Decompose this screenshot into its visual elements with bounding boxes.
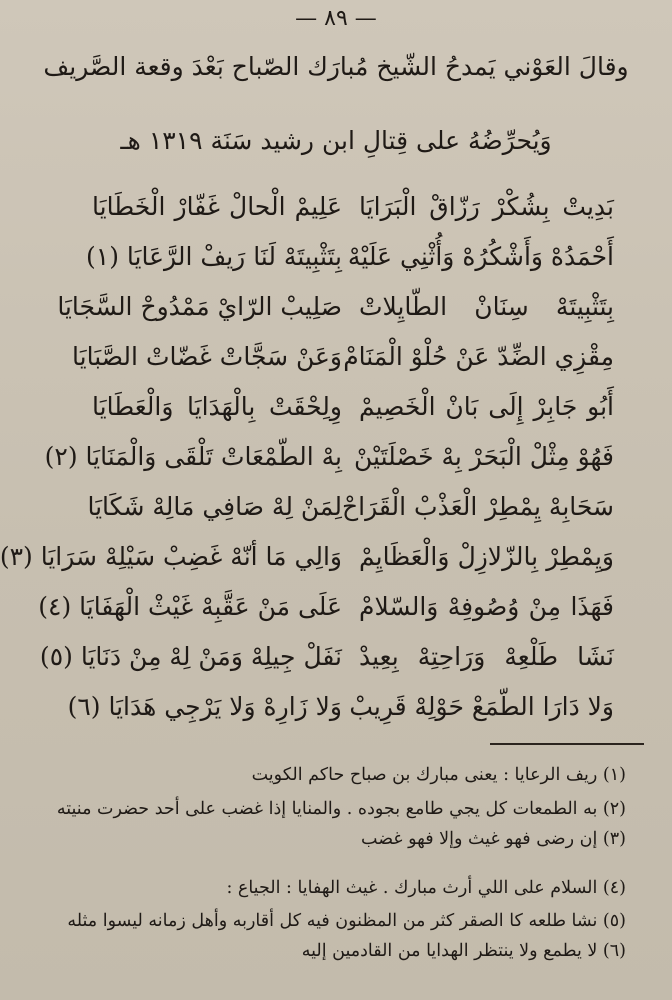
- verse-first-hemistich: أَحْمَدُهْ وَأَشْكُرُهْ وَأُثْنِي عَلَيْهْ: [347, 242, 614, 271]
- verse-second-hemistich: نَفَلْ جِيلِهْ وَمَنْ لِهْ مِنْ دَنَايَا (٥): [39, 642, 342, 671]
- verse: [0, 682, 672, 732]
- verse-second-hemistich: وِلِحْقَتْ بِالْهَدَايَا وَالْعَطَايَا: [92, 392, 342, 421]
- footnote: (٣) إن رضى فهو غيث وإلا فهو غضب: [361, 829, 626, 849]
- verse-second-hemistich: عَلَى مَنْ عَقَّبِهْ غَيْثْ الْهَفَايَا (٤): [38, 592, 342, 621]
- footnote: (٢) به الطمعات كل يجي طامع بجوده . والمنايا إذا غضب على أحد حضرت منيته: [56, 799, 626, 819]
- verse-first-hemistich: فَهُوْ مِثْلْ الْبَحَرْ بِهْ خَصْلَتَيْنْ: [354, 442, 614, 471]
- verse: [0, 532, 672, 582]
- page-number: — ٨٩ —: [295, 6, 377, 31]
- verse-first-hemistich: مِقْزِي الضِّدّ عَنْ حُلْوْ الْمَنَامْ: [343, 342, 614, 371]
- verse-first-hemistich: سَحَابِهْ يِمْطِرْ الْعَذْبْ الْقَرَاحْ: [342, 492, 614, 521]
- verse-second-hemistich: صَلِيبْ الرّايْ مَمْدُوحْ السَّجَايَا: [57, 292, 342, 321]
- verse-first-hemistich: نَشَا طَلْعِهْ وَرَاحِتِهْ بِعِيدْ: [359, 642, 614, 671]
- verse-second-hemistich: بِهْ الطّمْعَاتْ تَلْقَى وَالْمَنَايَا (٢): [44, 442, 342, 471]
- verse: [0, 282, 672, 332]
- footnote: (٦) لا يطمع ولا ينتظر الهدايا من القادمين إليه: [301, 941, 626, 961]
- poem-heading-line-1: وقالَ العَوْني يَمدحُ الشّيخ مُبارَك الصّباح بَعْدَ وقعة الصَّريف: [43, 52, 629, 81]
- verse-second-hemistich: وَعَنْ سَجَّاتْ غَضّاتْ الصَّبَايَا: [72, 342, 342, 371]
- verse-second-hemistich: وَالِي مَا أنّهْ غَضِبْ سَيْلِهْ سَرَايَا (٣): [0, 542, 342, 571]
- verse-first-hemistich: بَدِيتْ بِشُكْرْ رَزّاقْ الْبَرَايَا: [359, 192, 614, 221]
- verse: [0, 332, 672, 382]
- footnote: (٥) نشا طلعه كا الصقر كثر من المظنون فيه كل أقاربه وأهل زمانه ليسوا مثله: [67, 911, 626, 931]
- verse-second-hemistich: لِمَنْ لِهْ صَافِي مَالِهْ شَكَايَا: [87, 492, 342, 521]
- verse: [0, 482, 672, 532]
- verse-second-hemistich: عَلِيمْ الْحالْ غَفّارْ الْخَطَايَا: [92, 192, 342, 221]
- verse-first-hemistich: أَبُو جَابِرْ إِلَى بَانْ الْخَصِيمْ: [359, 392, 614, 421]
- verse-first-hemistich: فَهَذَا مِنْ وُصُوفِهْ وَالسّلامْ: [359, 592, 614, 621]
- footnote: (٤) السلام على اللي أرث مبارك . غيث الهفايا : الجياع :: [226, 878, 626, 898]
- verse: [0, 582, 672, 632]
- verse: [0, 382, 672, 432]
- verse: [0, 182, 672, 232]
- verse-first-hemistich: بِتَثْبِيتَهْ سِنَانْ الطّايِلاتْ: [359, 292, 614, 321]
- verse: [0, 632, 672, 682]
- footnote: (١) ريف الرعايا : يعنى مبارك بن صباح حاكم الكويت: [251, 765, 626, 785]
- verse-second-hemistich: وَلا زَارِهْ وَلا يَرْجِي هَدَايَا (٦): [67, 692, 342, 721]
- poem-heading-line-2: وَيُحرِّضُهُ على قِتالِ ابن رشيد سَنَة ١٣١٩ هـ: [120, 126, 552, 155]
- poem: [0, 182, 672, 727]
- verse: [0, 232, 672, 282]
- footnote-divider: [490, 743, 644, 745]
- verse: [0, 432, 672, 482]
- verse-first-hemistich: وَيِمْطِرْ بِالزّلازِلْ وَالْعَظَايِمْ: [359, 542, 614, 571]
- verse-second-hemistich: بِتَثْبِيتَهْ لَنَا رَيفْ الرَّعَايَا (١): [86, 242, 342, 271]
- verse-first-hemistich: وَلا دَارَا الطّمَعْ حَوْلِهْ قَرِيبْ: [349, 692, 614, 721]
